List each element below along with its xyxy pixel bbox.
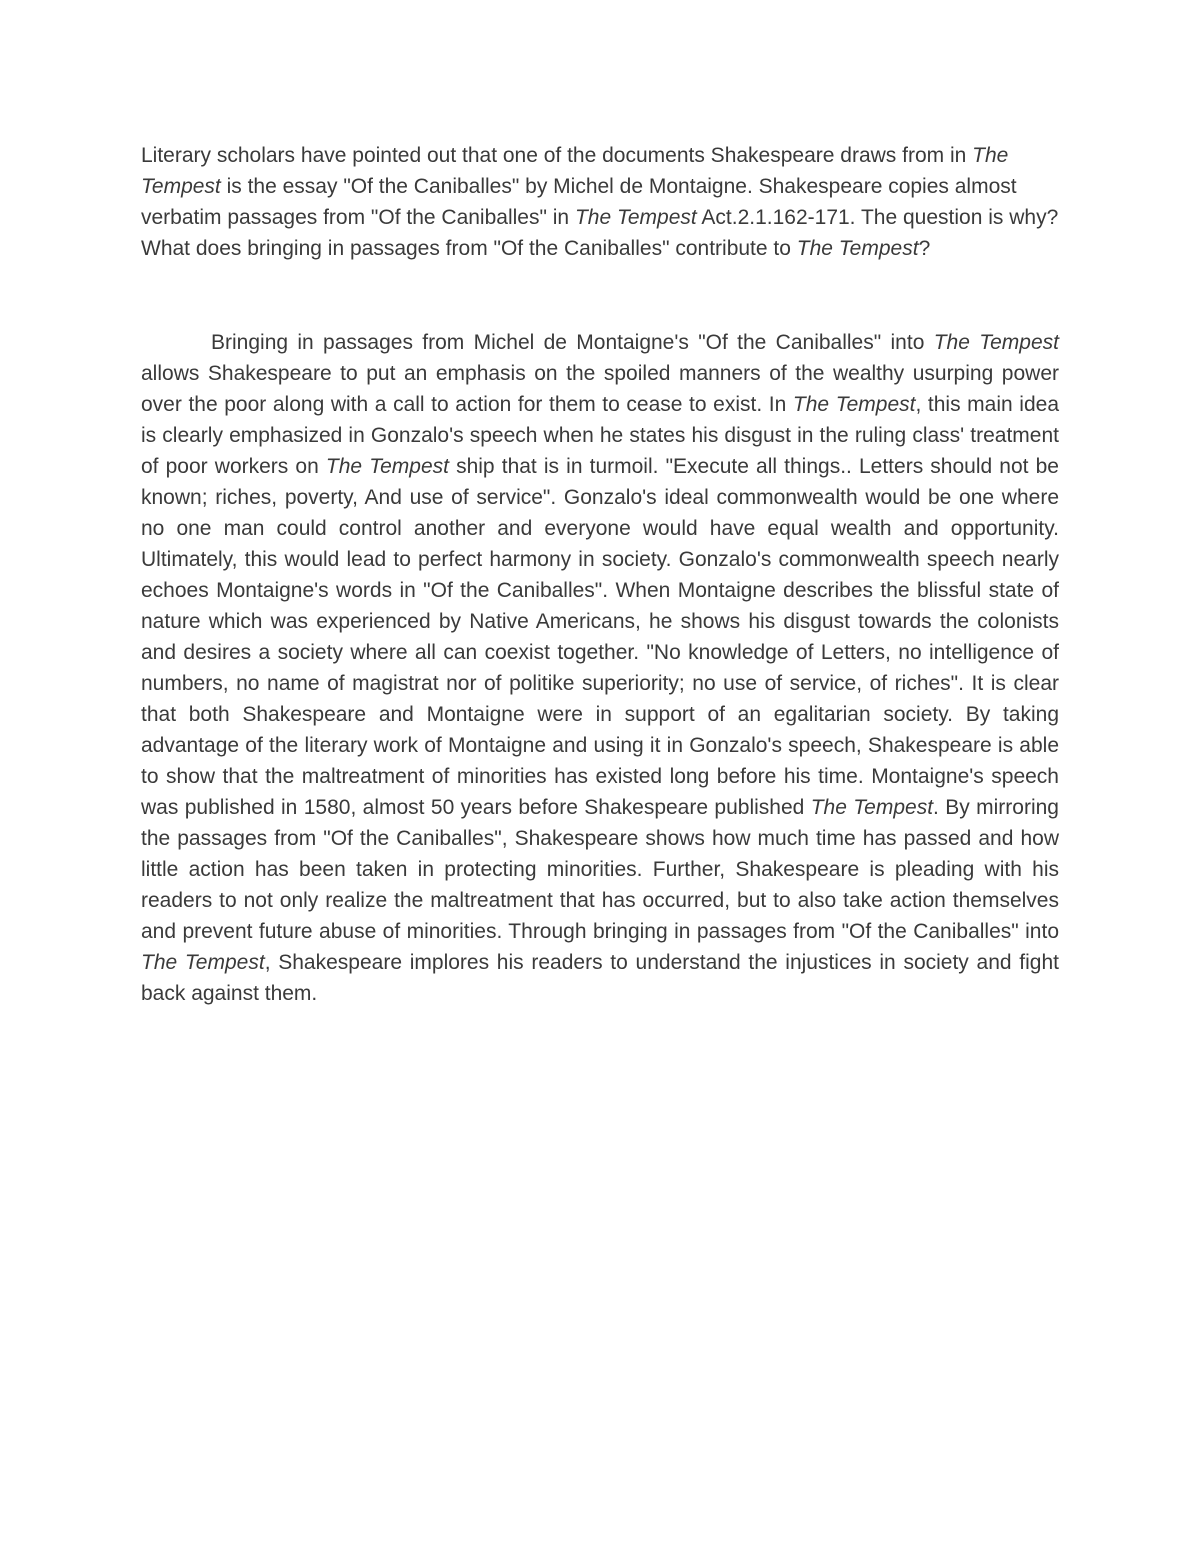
response-text-run: ship that is in turmoil. "Execute all things.. Letters should not be known; riches, poverty, And use of service". Gonzalo's ideal commonwealth would be one where no one man could control another and everyone would have equal wealth and opportunity. Ultimately, this would lead to perfect harmony in society. Gonzalo's commonwealth speech nearly echoes Montaigne's words in "Of the Caniballes". When Montaigne describes the blissful state of nature which was experienced by Native Americans, he shows his disgust towards the colonists and desires a society where all can coexist together. "No knowledge of Letters, no intelligence of numbers, no name of magistrat nor of politike superiority; no use of service, of riches". It is clear that both Shakespeare and Montaigne were in support of an egalitarian society. By taking advantage of the literary work of Montaigne and using it in Gonzalo's speech, Shakespeare is able to show that the maltreatment of minorities has existed long before his time. Montaigne's speech was published in 1580, almost 50 years before Shakespeare published bbox=[141, 455, 1059, 819]
prompt-text-run: ? bbox=[918, 237, 931, 260]
prompt-text-run: Act.2.1.162-171. The question is why? What does bringing in passages from "Of the Caniballes" contribute to bbox=[141, 206, 1059, 260]
prompt-text-run: Literary scholars have pointed out that one of the documents Shakespeare draws from in bbox=[141, 144, 973, 167]
prompt-paragraph bbox=[141, 140, 1059, 264]
prompt-text-run: is the essay "Of the Caniballes" by Michel de Montaigne. Shakespeare copies almost verbatim passages from "Of the Caniballes" in bbox=[141, 175, 1017, 229]
title-italic: The Tempest bbox=[141, 144, 1009, 198]
title-italic: The Tempest bbox=[810, 796, 934, 819]
response-text-run: Bringing in passages from Michel de Montaigne's "Of the Caniballes" into bbox=[211, 331, 934, 354]
response-text-run: . By mirroring the passages from "Of the Caniballes", Shakespeare shows how much time has passed and how little action has been taken in protecting minorities. Further, Shakespeare is pleading with his readers to not only realize the maltreatment that has occurred, but to also take action themselves and prevent future abuse of minorities. Through bringing in passages from "Of the Caniballes" into bbox=[141, 796, 1059, 943]
response-text-run: , Shakespeare implores his readers to understand the injustices in society and fight back against them. bbox=[141, 951, 1059, 1005]
title-italic: The Tempest bbox=[141, 951, 265, 974]
response-paragraph bbox=[141, 327, 1059, 1009]
title-italic: The Tempest bbox=[792, 393, 916, 416]
response-text-run: allows Shakespeare to put an emphasis on the spoiled manners of the wealthy usurping power over the poor along with a call to action for them to cease to exist. In bbox=[141, 362, 1059, 416]
title-italic: The Tempest bbox=[796, 237, 919, 260]
title-italic: The Tempest bbox=[325, 455, 449, 478]
response-text-run: , this main idea is clearly emphasized in Gonzalo's speech when he states his disgust in the ruling class' treatment of poor workers on bbox=[141, 393, 1059, 478]
title-italic: The Tempest bbox=[933, 331, 1059, 354]
title-italic: The Tempest bbox=[574, 206, 697, 229]
